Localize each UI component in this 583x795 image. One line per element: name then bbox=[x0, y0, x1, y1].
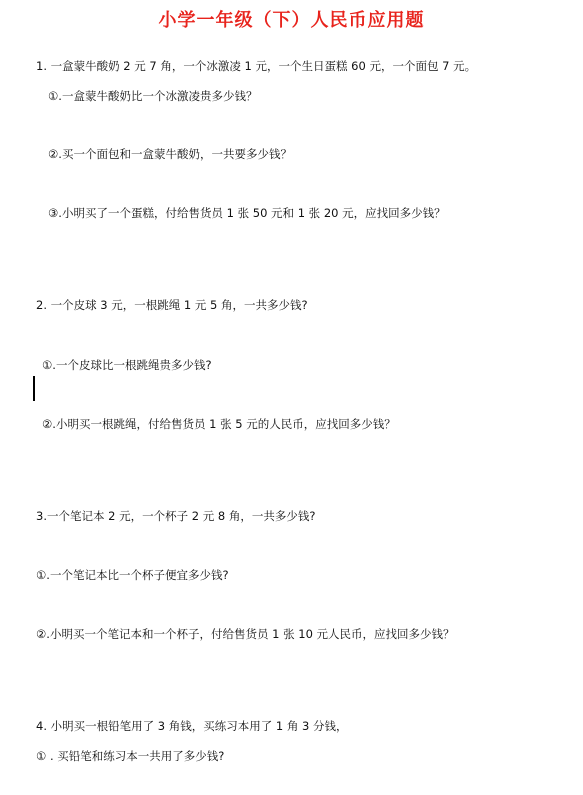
question-1-sub-3: ③.小明买了一个蛋糕，付给售货员 1 张 50 元和 1 张 20 元，应找回多少钱？ bbox=[48, 206, 446, 220]
question-2-sub-2: ②.小明买一根跳绳，付给售货员 1 张 5 元的人民币，应找回多少钱？ bbox=[42, 417, 396, 431]
page-title: 小学一年级（下）人民币应用题 bbox=[158, 10, 425, 31]
question-3-sub-2: ②.小明买一个笔记本和一个杯子，付给售货员 1 张 10 元人民币，应找回多少钱？ bbox=[36, 627, 455, 641]
text-cursor bbox=[33, 376, 35, 401]
question-1-stem: 1. 一盒蒙牛酸奶 2 元 7 角，一个冰激凌 1 元，一个生日蛋糕 60 元，一个面包 7 元。 bbox=[36, 59, 477, 73]
question-3-sub-1: ①.一个笔记本比一个杯子便宜多少钱? bbox=[36, 568, 229, 582]
question-4-stem: 4. 小明买一根铅笔用了 3 角钱，买练习本用了 1 角 3 分钱， bbox=[36, 719, 348, 733]
question-4-sub-1: ① . 买铅笔和练习本一共用了多少钱? bbox=[36, 749, 225, 763]
question-1-sub-1: ①.一盒蒙牛酸奶比一个冰激凌贵多少钱？ bbox=[48, 89, 258, 103]
question-3-stem: 3.一个笔记本 2 元，一个杯子 2 元 8 角，一共多少钱? bbox=[36, 509, 316, 523]
question-1-sub-2: ②.买一个面包和一盒蒙牛酸奶，一共要多少钱？ bbox=[48, 147, 292, 161]
question-2-sub-1: ①.一个皮球比一根跳绳贵多少钱? bbox=[42, 358, 212, 372]
question-2-stem: 2. 一个皮球 3 元，一根跳绳 1 元 5 角，一共多少钱? bbox=[36, 298, 308, 312]
